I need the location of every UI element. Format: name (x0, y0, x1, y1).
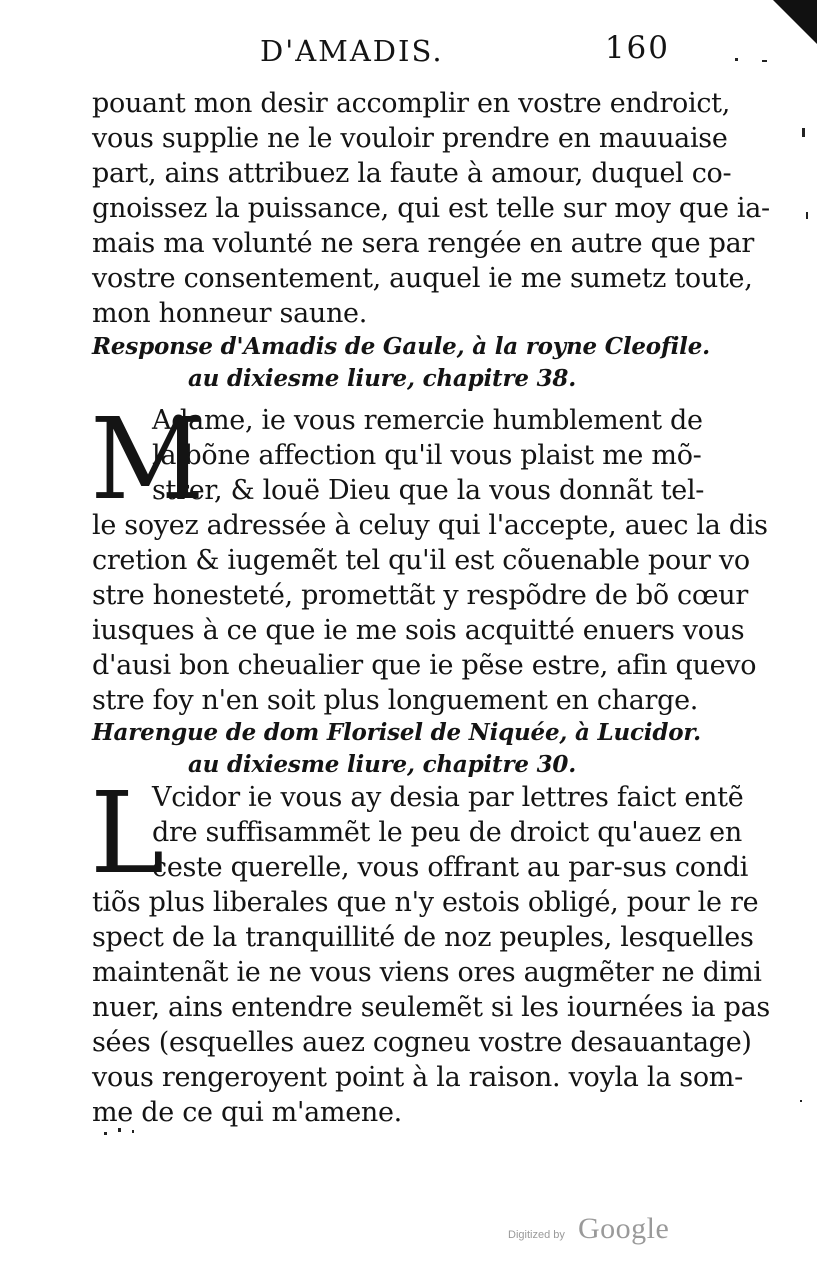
section-heading: Response d'Amadis de Gaule, à la royne Cleofile. (92, 333, 710, 360)
text-line: vostre consentement, auquel ie me sumetz toute, (92, 263, 753, 294)
page-corner-shadow (773, 0, 817, 44)
text-line: vous supplie ne le vouloir prendre en mauuaise (92, 123, 728, 154)
scan-speck (132, 1130, 134, 1133)
text-line: le soyez adressée à celuy qui l'accepte, auec la dis (92, 510, 768, 541)
scan-speck (118, 1128, 121, 1132)
scan-speck (104, 1132, 107, 1135)
text-line: dre suffisammẽt le peu de droict qu'auez en (152, 817, 742, 848)
text-line: me de ce qui m'amene. (92, 1097, 402, 1128)
text-line: strer, & louë Dieu que la vous donnãt tel- (152, 475, 705, 506)
text-line: stre foy n'en soit plus longuement en charge. (92, 685, 699, 716)
scan-speck (762, 60, 767, 62)
text-line: la bõne affection qu'il vous plaist me mõ- (152, 440, 702, 471)
section-heading-chapter: au dixiesme liure, chapitre 30. (187, 751, 577, 778)
text-line: cretion & iugemẽt tel qu'il est cõuenable pour vo (92, 545, 750, 576)
text-line: pouant mon desir accomplir en vostre endroict, (92, 88, 730, 119)
text-line: spect de la tranquillité de noz peuples, lesquelles (92, 922, 754, 953)
text-line: part, ains attribuez la faute à amour, duquel co- (92, 158, 732, 189)
text-line: mon honneur saune. (92, 298, 368, 329)
drop-capital: L (90, 769, 165, 899)
text-line: maintenãt ie ne vous viens ores augmẽter ne dimi (92, 957, 762, 988)
digitized-by-google-watermark (508, 1212, 688, 1252)
scan-speck (806, 212, 808, 219)
text-line: mais ma volunté ne sera rengée en autre que par (92, 228, 755, 259)
text-line: vous rengeroyent point à la raison. voyla la som- (92, 1062, 743, 1093)
text-line: nuer, ains entendre seulemẽt si les iournées ia pas (92, 992, 770, 1023)
text-line: stre honesteté, promettãt y respõdre de bõ cœur (92, 580, 748, 611)
text-line: iusques à ce que ie me sois acquitté enuers vous (92, 615, 745, 646)
running-head (260, 30, 680, 70)
text-line: Vcidor ie vous ay desia par lettres faict entẽ (152, 782, 744, 813)
scan-speck (800, 1100, 802, 1102)
text-line: gnoissez la puissance, qui est telle sur moy que ia- (92, 193, 770, 224)
scan-speck (802, 128, 805, 137)
section-heading: Harengue de dom Florisel de Niquée, à Lucidor. (92, 719, 701, 746)
text-line: sées (esquelles auez cogneu vostre desauantage) (92, 1027, 752, 1058)
scan-speck (735, 58, 738, 61)
digitized-by-label: Digitized by (508, 1229, 565, 1241)
drop-capital: M (90, 395, 205, 525)
running-head-title: D'AMADIS. (260, 34, 444, 68)
text-line: tiõs plus liberales que n'y estois obligé, pour le re (92, 887, 759, 918)
google-logo: Google (578, 1212, 670, 1245)
text-line: Adame, ie vous remercie humblement de (152, 405, 703, 436)
section-heading-chapter: au dixiesme liure, chapitre 38. (187, 365, 577, 392)
text-line: d'ausi bon cheualier que ie pẽse estre, afin quevo (92, 650, 757, 681)
text-line: ceste querelle, vous offrant au par-sus condi (152, 852, 749, 883)
page-number: 160 (604, 30, 670, 66)
